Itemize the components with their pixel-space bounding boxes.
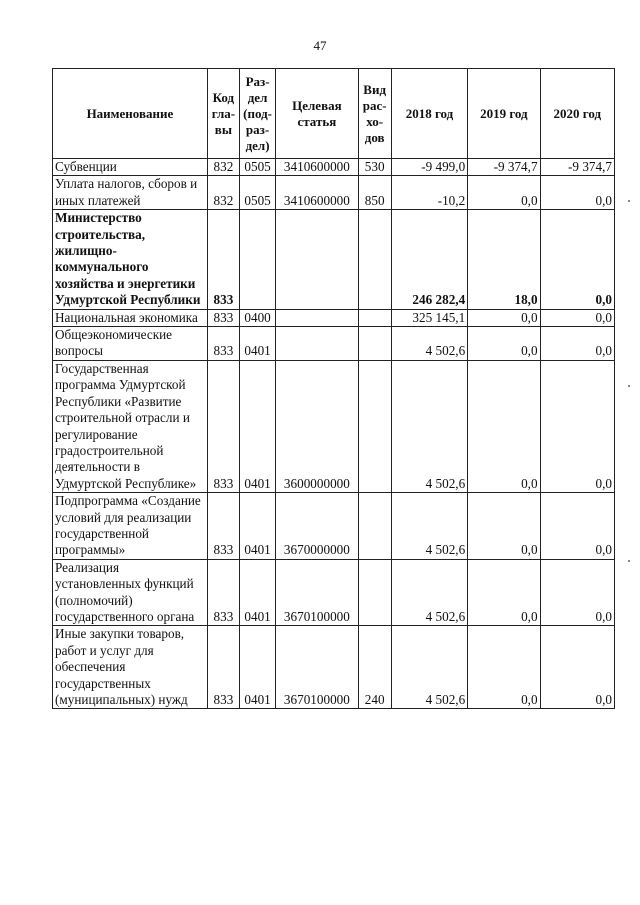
cell-y2018: -9 499,0 — [391, 159, 467, 176]
header-chapter-code: Код гла- вы — [207, 69, 239, 159]
page-number: 47 — [313, 38, 327, 53]
cell-expense — [358, 327, 391, 361]
cell-expense: 530 — [358, 159, 391, 176]
cell-chapter: 833 — [207, 626, 239, 709]
margin-mark — [628, 200, 630, 202]
table-row — [53, 210, 615, 309]
cell-y2018: 4 502,6 — [391, 559, 467, 626]
cell-y2018: 4 502,6 — [391, 327, 467, 361]
cell-y2018: 325 145,1 — [391, 309, 467, 326]
cell-section: 0401 — [239, 360, 275, 492]
header-expense-type: Вид рас- хо- дов — [358, 69, 391, 159]
cell-y2020: 0,0 — [540, 327, 614, 361]
cell-y2018: 4 502,6 — [391, 360, 467, 492]
cell-section — [239, 210, 275, 309]
cell-y2019: 0,0 — [468, 559, 540, 626]
header-2020: 2020 год — [540, 69, 614, 159]
cell-expense: 240 — [358, 626, 391, 709]
header-row — [53, 69, 615, 159]
cell-expense — [358, 559, 391, 626]
cell-chapter: 833 — [207, 559, 239, 626]
cell-target — [276, 327, 358, 361]
cell-section: 0401 — [239, 626, 275, 709]
cell-target: 3410600000 — [276, 159, 358, 176]
cell-chapter: 833 — [207, 327, 239, 361]
table-row — [53, 559, 615, 626]
cell-y2019: 0,0 — [468, 626, 540, 709]
cell-section: 0401 — [239, 493, 275, 560]
cell-chapter: 832 — [207, 176, 239, 210]
cell-target: 3670000000 — [276, 493, 358, 560]
cell-y2019: -9 374,7 — [468, 159, 540, 176]
cell-target — [276, 210, 358, 309]
cell-target: 3600000000 — [276, 360, 358, 492]
cell-expense — [358, 360, 391, 492]
cell-y2020: 0,0 — [540, 176, 614, 210]
header-2018: 2018 год — [391, 69, 467, 159]
cell-name: Общеэкономические вопросы — [53, 327, 208, 361]
cell-y2018: -10,2 — [391, 176, 467, 210]
cell-expense — [358, 210, 391, 309]
budget-table — [52, 68, 615, 709]
cell-section: 0401 — [239, 559, 275, 626]
table-row — [53, 626, 615, 709]
cell-target: 3670100000 — [276, 559, 358, 626]
table-row — [53, 159, 615, 176]
cell-y2020: 0,0 — [540, 309, 614, 326]
cell-target: 3670100000 — [276, 626, 358, 709]
cell-name: Субвенции — [53, 159, 208, 176]
header-section: Раз- дел (под- раз- дел) — [239, 69, 275, 159]
header-name: Наименование — [53, 69, 208, 159]
cell-expense — [358, 309, 391, 326]
cell-y2019: 0,0 — [468, 360, 540, 492]
cell-y2019: 0,0 — [468, 493, 540, 560]
cell-section: 0401 — [239, 327, 275, 361]
cell-chapter: 832 — [207, 159, 239, 176]
cell-name: Уплата налогов, сборов и иных платежей — [53, 176, 208, 210]
cell-target: 3410600000 — [276, 176, 358, 210]
cell-y2019: 18,0 — [468, 210, 540, 309]
table-row — [53, 309, 615, 326]
cell-y2019: 0,0 — [468, 176, 540, 210]
cell-name: Иные закупки товаров, работ и услуг для обеспечения государственных (муниципальных) нужд — [53, 626, 208, 709]
header-target-item: Целевая статья — [276, 69, 358, 159]
cell-chapter: 833 — [207, 210, 239, 309]
cell-y2019: 0,0 — [468, 309, 540, 326]
cell-y2020: 0,0 — [540, 626, 614, 709]
cell-y2020: -9 374,7 — [540, 159, 614, 176]
cell-name: Министерство строительства, жилищно- коммунального хозяйства и энергетики Удмуртской Республики — [53, 210, 208, 309]
cell-expense — [358, 493, 391, 560]
cell-section: 0505 — [239, 159, 275, 176]
cell-chapter: 833 — [207, 360, 239, 492]
cell-name: Подпрограмма «Создание условий для реализации государственной программы» — [53, 493, 208, 560]
cell-y2018: 4 502,6 — [391, 626, 467, 709]
cell-chapter: 833 — [207, 493, 239, 560]
cell-y2018: 246 282,4 — [391, 210, 467, 309]
cell-expense: 850 — [358, 176, 391, 210]
cell-name: Государственная программа Удмуртской Республики «Развитие строительной отрасли и регулирование градостроительной деятельности в Удмуртской Республике» — [53, 360, 208, 492]
table-row — [53, 360, 615, 492]
cell-y2019: 0,0 — [468, 327, 540, 361]
cell-y2020: 0,0 — [540, 559, 614, 626]
cell-section: 0505 — [239, 176, 275, 210]
table-row — [53, 176, 615, 210]
cell-name: Реализация установленных функций (полномочий) государственного органа — [53, 559, 208, 626]
cell-y2020: 0,0 — [540, 210, 614, 309]
header-2019: 2019 год — [468, 69, 540, 159]
cell-y2018: 4 502,6 — [391, 493, 467, 560]
cell-target — [276, 309, 358, 326]
cell-chapter: 833 — [207, 309, 239, 326]
cell-section: 0400 — [239, 309, 275, 326]
margin-mark — [628, 385, 630, 387]
table-row — [53, 327, 615, 361]
table-row — [53, 493, 615, 560]
margin-mark — [628, 560, 630, 562]
cell-y2020: 0,0 — [540, 493, 614, 560]
cell-y2020: 0,0 — [540, 360, 614, 492]
cell-name: Национальная экономика — [53, 309, 208, 326]
